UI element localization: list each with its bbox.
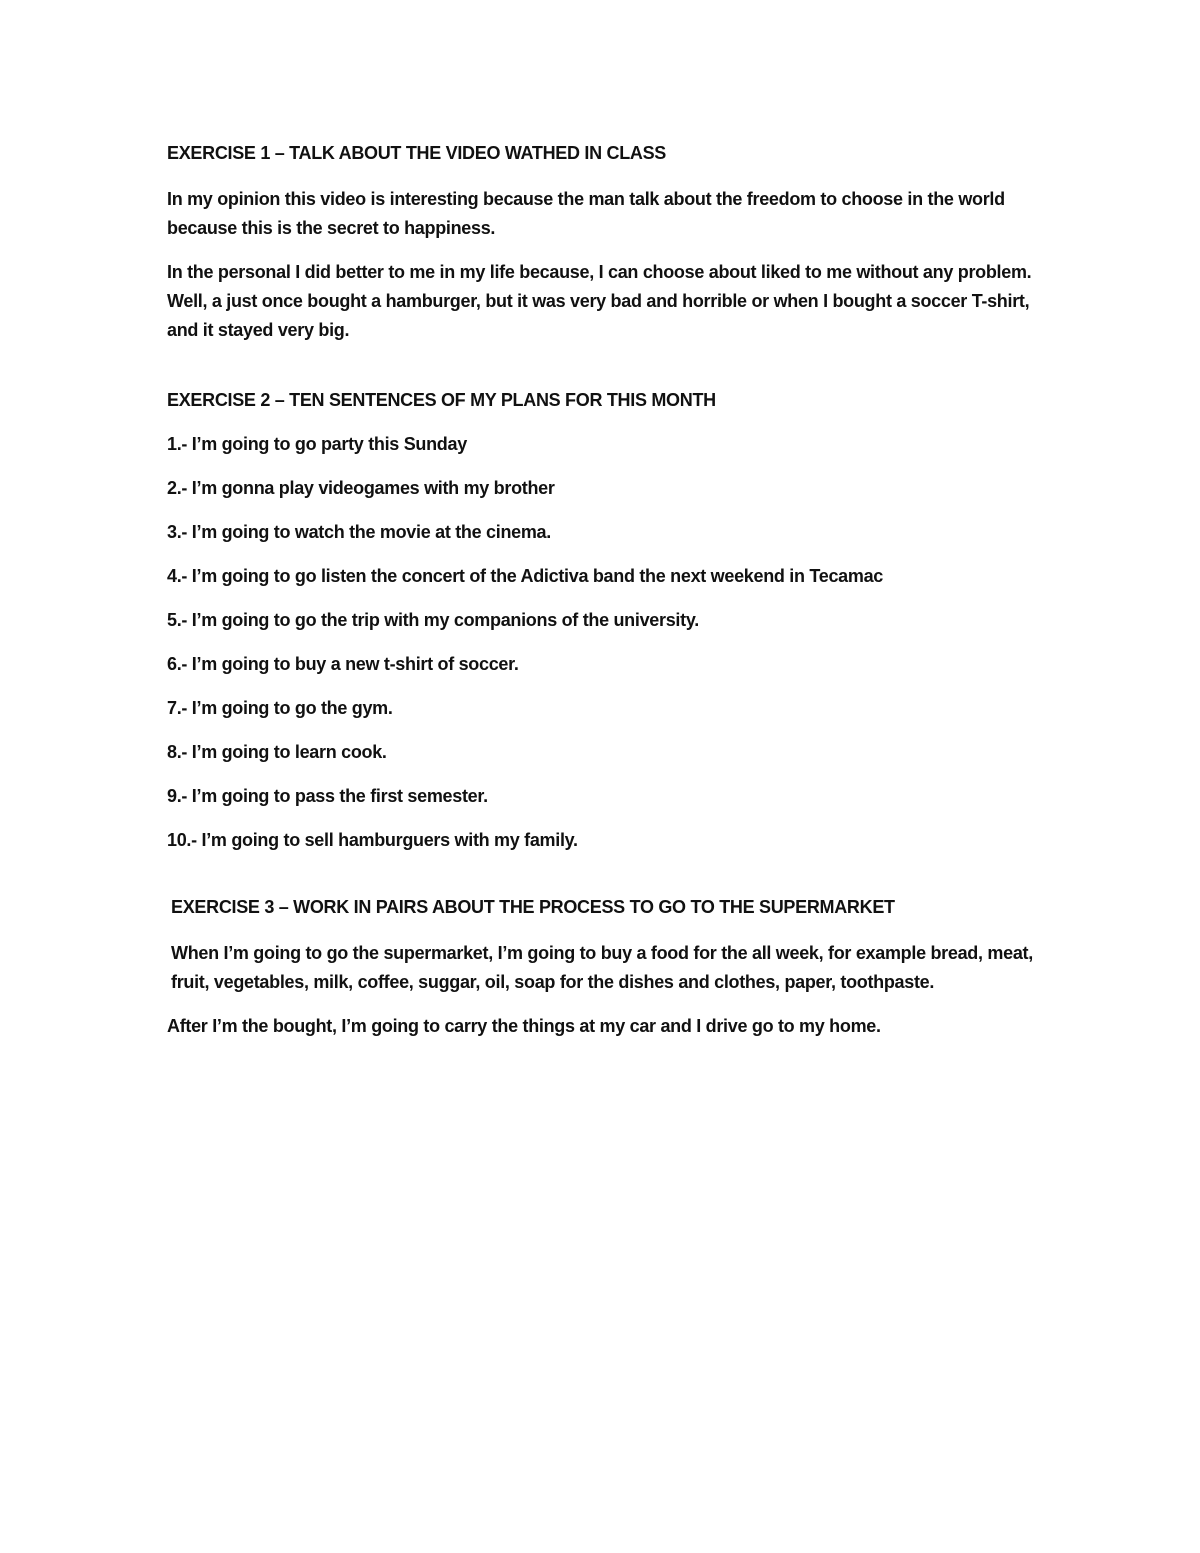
plan-item-1: 1.- I’m going to go party this Sunday <box>167 434 467 454</box>
plan-item-3: 3.- I’m going to watch the movie at the cinema. <box>167 522 551 542</box>
document-body <box>167 141 1047 1056</box>
plan-item-7: 7.- I’m going to go the gym. <box>167 698 393 718</box>
plan-item-10: 10.- I’m going to sell hamburguers with my family. <box>167 830 578 850</box>
exercise-3-heading: EXERCISE 3 – WORK IN PAIRS ABOUT THE PROCESS TO GO TO THE SUPERMARKET <box>171 897 895 917</box>
plans-list <box>167 432 1047 852</box>
exercise-2-section <box>167 388 1047 852</box>
plan-item-6: 6.- I’m going to buy a new t-shirt of soccer. <box>167 654 519 674</box>
plan-item-5: 5.- I’m going to go the trip with my companions of the university. <box>167 610 699 630</box>
exercise-1-paragraph-2: In the personal I did better to me in my life because, I can choose about liked to me without any problem. Well, a just once bought a hamburger, but it was very bad and horrible or when I bought a soccer T-shirt, and it stayed very big. <box>167 262 1032 340</box>
exercise-3-paragraph-1: When I’m going to go the supermarket, I’m going to buy a food for the all week, for example bread, meat, fruit, vegetables, milk, coffee, suggar, oil, soap for the dishes and clothes, paper, toothpaste. <box>171 943 1033 992</box>
exercise-1-paragraph-1: In my opinion this video is interesting because the man talk about the freedom to choose in the world because this is the secret to happiness. <box>167 189 1005 238</box>
exercise-3-paragraph-2: After I’m the bought, I’m going to carry the things at my car and I drive go to my home. <box>167 1016 881 1036</box>
plan-item-9: 9.- I’m going to pass the first semester. <box>167 786 488 806</box>
exercise-2-heading: EXERCISE 2 – TEN SENTENCES OF MY PLANS FOR THIS MONTH <box>167 390 716 410</box>
plan-item-4: 4.- I’m going to go listen the concert of the Adictiva band the next weekend in Tecamac <box>167 566 884 586</box>
exercise-1-heading: EXERCISE 1 – TALK ABOUT THE VIDEO WATHED IN CLASS <box>167 143 667 163</box>
exercise-3-section <box>167 895 1047 1041</box>
plan-item-2: 2.- I’m gonna play videogames with my brother <box>167 478 555 498</box>
exercise-1-section <box>167 141 1047 345</box>
plan-item-8: 8.- I’m going to learn cook. <box>167 742 387 762</box>
